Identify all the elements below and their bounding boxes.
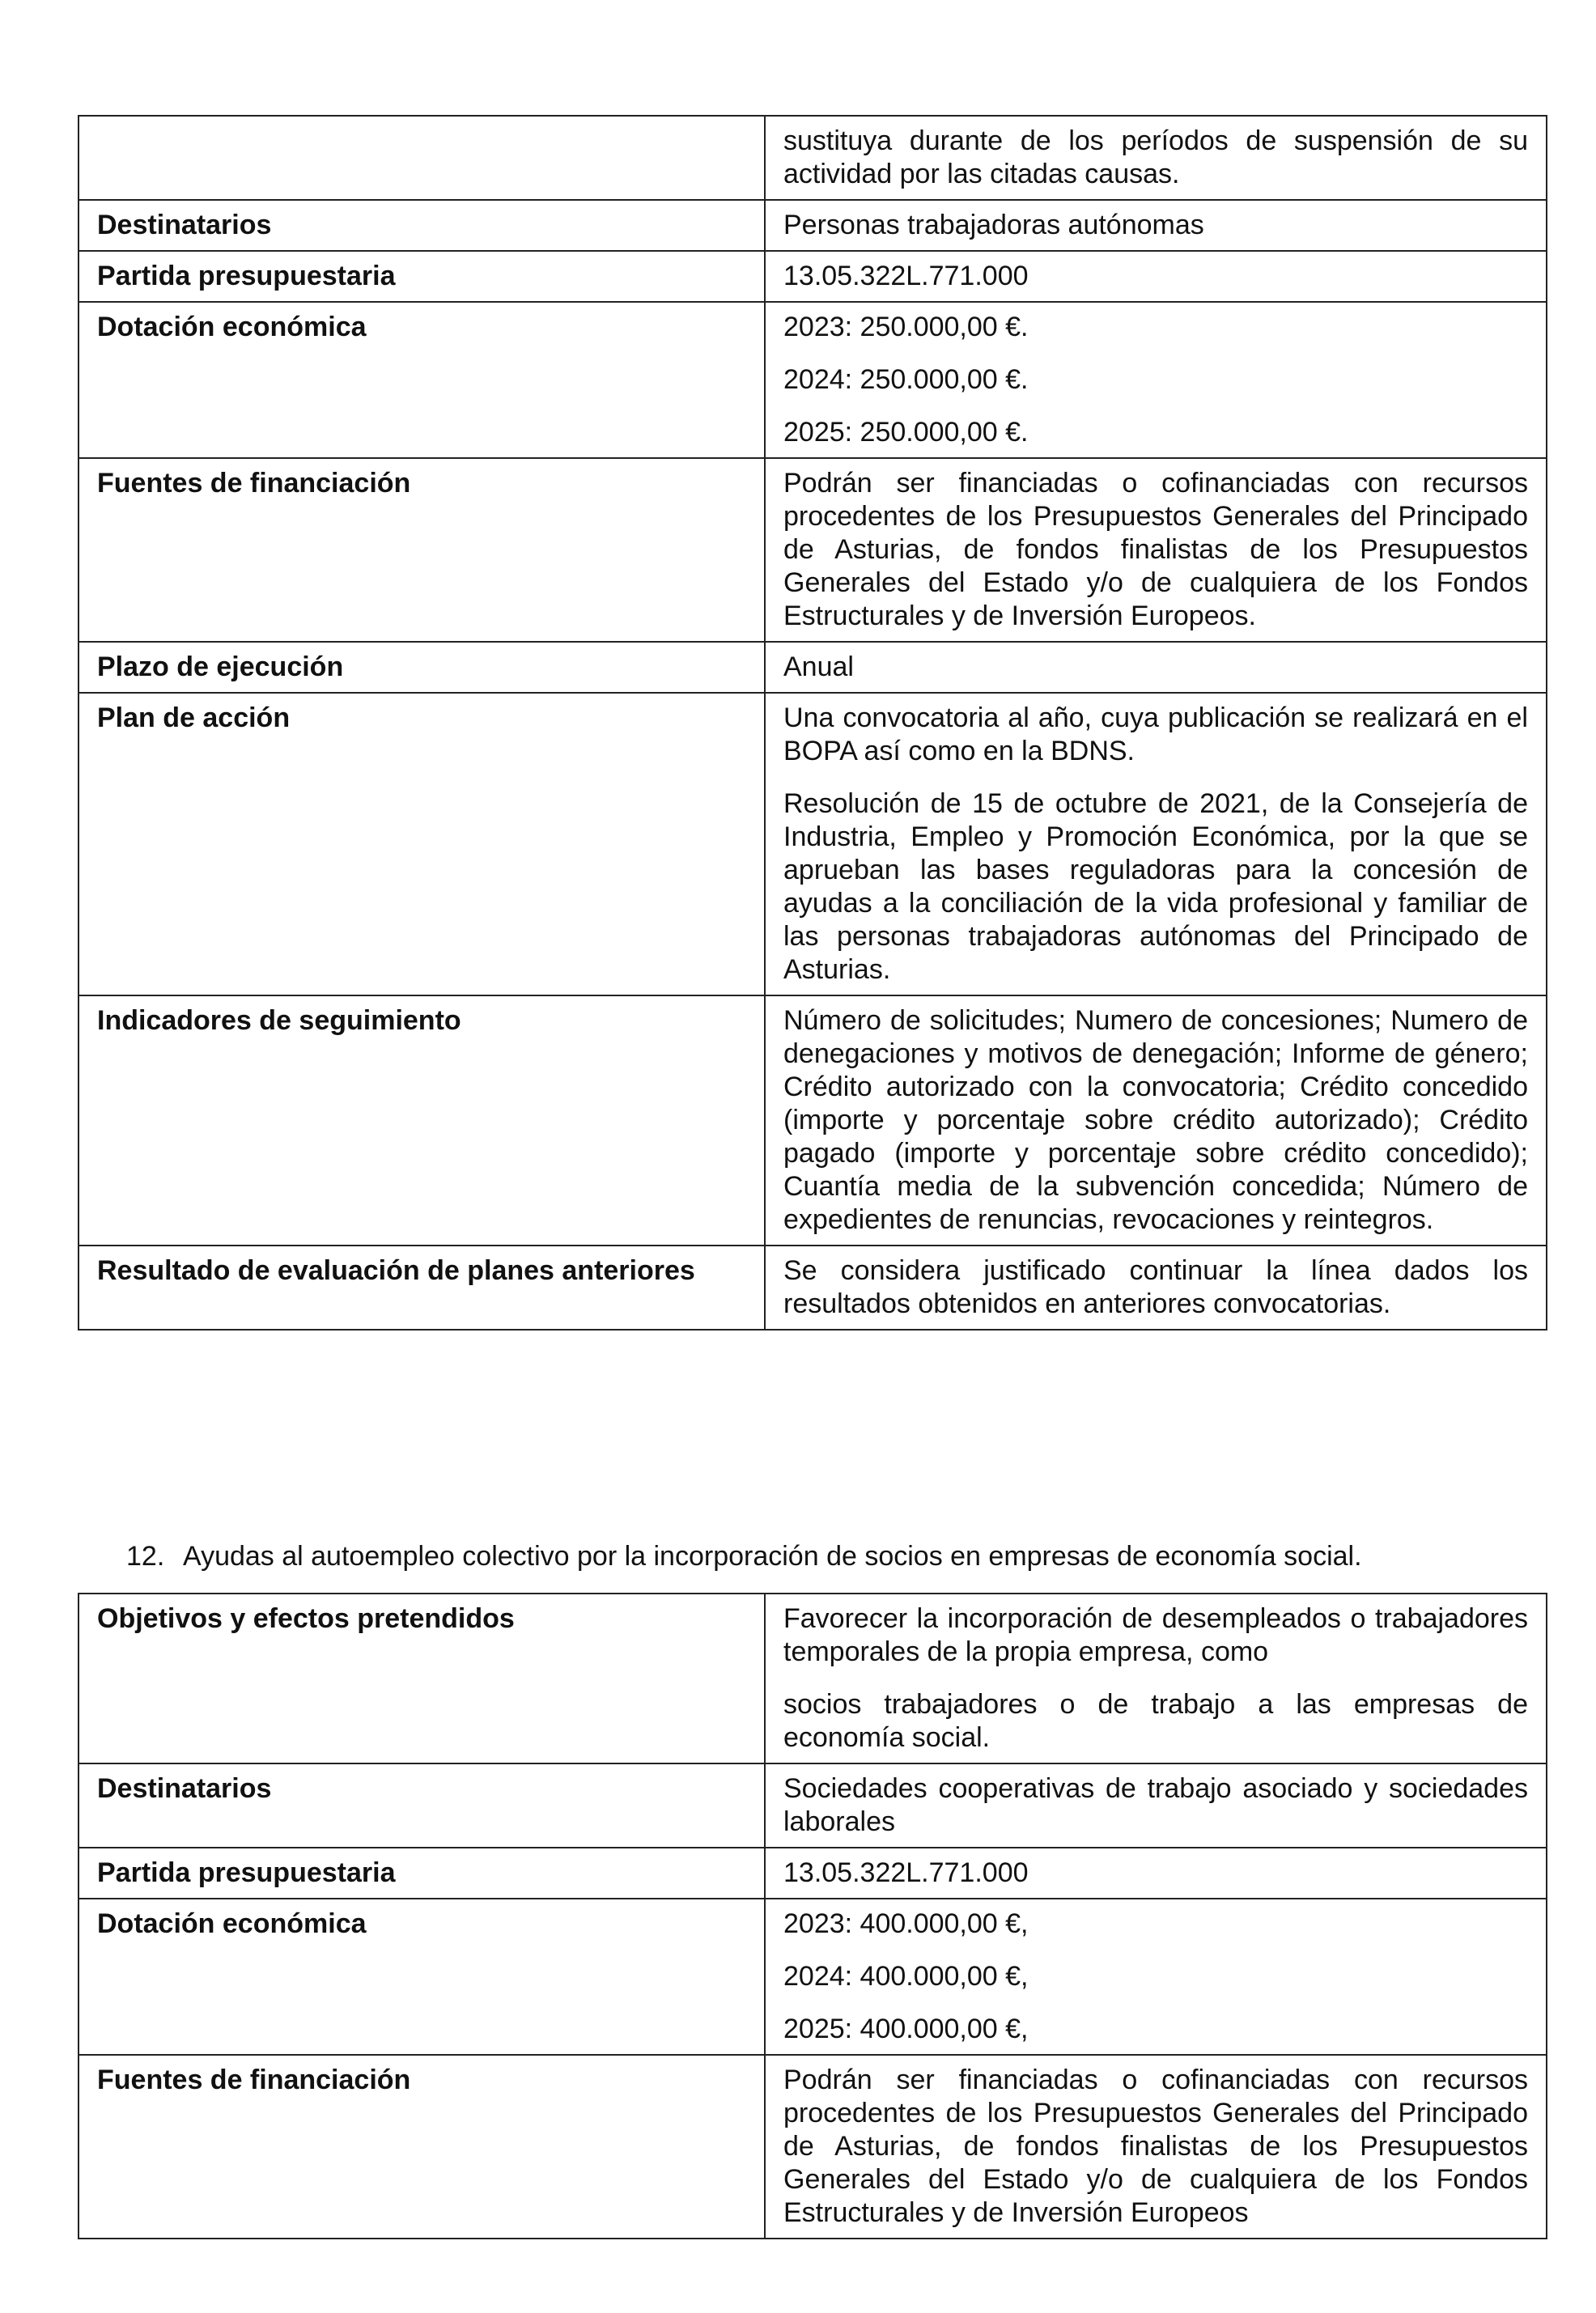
table-row xyxy=(79,995,1547,1246)
value-paragraph: Podrán ser financiadas o cofinanciadas con recursos procedentes de los Presupuestos Generales del Principado de Asturias, de fondos finalistas de los Presupuestos Generales del Estado y/o de cualquiera de los Fondos Estructurales y de Inversión Europeos xyxy=(783,2065,1528,2228)
row-value xyxy=(765,302,1547,458)
row-label: Plazo de ejecución xyxy=(79,642,765,693)
value-paragraph: 2024: 400.000,00 €, xyxy=(783,1961,1029,1992)
value-paragraph: socios trabajadores o de trabajo a las empresas de economía social. xyxy=(783,1689,1528,1753)
row-label: Indicadores de seguimiento xyxy=(79,995,765,1246)
value-paragraph: Podrán ser financiadas o cofinanciadas con recursos procedentes de los Presupuestos Generales del Principado de Asturias, de fondos finalistas de los Presupuestos Generales del Estado y/o de cualquiera de los Fondos Estructurales y de Inversión Europeos. xyxy=(783,468,1528,631)
table-row xyxy=(79,251,1547,302)
table-row xyxy=(79,458,1547,642)
table-row xyxy=(79,200,1547,251)
table-row xyxy=(79,1899,1547,2055)
section-heading xyxy=(126,1540,1362,1573)
value-paragraph: Sociedades cooperativas de trabajo asociado y sociedades laborales xyxy=(783,1773,1528,1837)
row-value xyxy=(765,642,1547,693)
table-row xyxy=(79,116,1547,200)
row-value xyxy=(765,200,1547,251)
value-paragraph: 13.05.322L.771.000 xyxy=(783,261,1029,291)
value-paragraph: 2025: 400.000,00 €, xyxy=(783,2014,1029,2044)
row-label: Resultado de evaluación de planes anteriores xyxy=(79,1246,765,1330)
row-value xyxy=(765,995,1547,1246)
row-label: Dotación económica xyxy=(79,1899,765,2055)
table-row xyxy=(79,1848,1547,1899)
row-label: Destinatarios xyxy=(79,1763,765,1848)
table-row xyxy=(79,1763,1547,1848)
row-label xyxy=(79,116,765,200)
table-row xyxy=(79,693,1547,995)
value-paragraph: Resolución de 15 de octubre de 2021, de la Consejería de Industria, Empleo y Promoción Económica, por la que se aprueban las bases reguladoras para la concesión de ayudas a la conciliación de la vida profesional y familiar de las personas trabajadoras autónomas del Principado de Asturias. xyxy=(783,788,1528,985)
row-value xyxy=(765,1899,1547,2055)
row-label: Fuentes de financiación xyxy=(79,2055,765,2239)
section-number: 12. xyxy=(126,1541,165,1572)
value-paragraph: 2024: 250.000,00 €. xyxy=(783,364,1029,395)
row-value xyxy=(765,458,1547,642)
table-row xyxy=(79,1594,1547,1763)
table-row xyxy=(79,1246,1547,1330)
row-label: Fuentes de financiación xyxy=(79,458,765,642)
value-paragraph: Favorecer la incorporación de desempleados o trabajadores temporales de la propia empresa, como xyxy=(783,1603,1528,1667)
budget-line-table-11 xyxy=(78,115,1547,1331)
row-value xyxy=(765,1848,1547,1899)
value-paragraph: Personas trabajadoras autónomas xyxy=(783,210,1204,240)
row-value xyxy=(765,1246,1547,1330)
section-title: Ayudas al autoempleo colectivo por la incorporación de socios en empresas de economía social. xyxy=(183,1541,1362,1572)
value-paragraph: Una convocatoria al año, cuya publicación se realizará en el BOPA así como en la BDNS. xyxy=(783,702,1528,766)
row-label: Plan de acción xyxy=(79,693,765,995)
row-value xyxy=(765,116,1547,200)
row-value xyxy=(765,2055,1547,2239)
row-label: Partida presupuestaria xyxy=(79,251,765,302)
value-paragraph: Número de solicitudes; Numero de concesiones; Numero de denegaciones y motivos de denegación; Informe de género; Crédito autorizado con la convocatoria; Crédito concedido (importe y porcentaje sobre crédito autorizado); Crédito pagado (importe y porcentaje sobre crédito concedido); Cuantía media de la subvención concedida; Número de expedientes de renuncias, revocaciones y reintegros. xyxy=(783,1005,1528,1235)
value-paragraph: 2023: 250.000,00 €. xyxy=(783,312,1029,342)
row-label: Objetivos y efectos pretendidos xyxy=(79,1594,765,1763)
value-paragraph: Se considera justificado continuar la línea dados los resultados obtenidos en anteriores convocatorias. xyxy=(783,1255,1528,1319)
value-paragraph: Anual xyxy=(783,651,854,682)
value-paragraph: sustituya durante de los períodos de suspensión de su actividad por las citadas causas. xyxy=(783,125,1528,189)
table-row xyxy=(79,642,1547,693)
table-row xyxy=(79,2055,1547,2239)
row-label: Dotación económica xyxy=(79,302,765,458)
row-label: Partida presupuestaria xyxy=(79,1848,765,1899)
row-value xyxy=(765,693,1547,995)
row-value xyxy=(765,1594,1547,1763)
budget-line-table-12 xyxy=(78,1593,1547,2239)
table-row xyxy=(79,302,1547,458)
row-label: Destinatarios xyxy=(79,200,765,251)
value-paragraph: 2023: 400.000,00 €, xyxy=(783,1908,1029,1939)
row-value xyxy=(765,251,1547,302)
row-value xyxy=(765,1763,1547,1848)
value-paragraph: 13.05.322L.771.000 xyxy=(783,1857,1029,1888)
value-paragraph: 2025: 250.000,00 €. xyxy=(783,417,1029,448)
